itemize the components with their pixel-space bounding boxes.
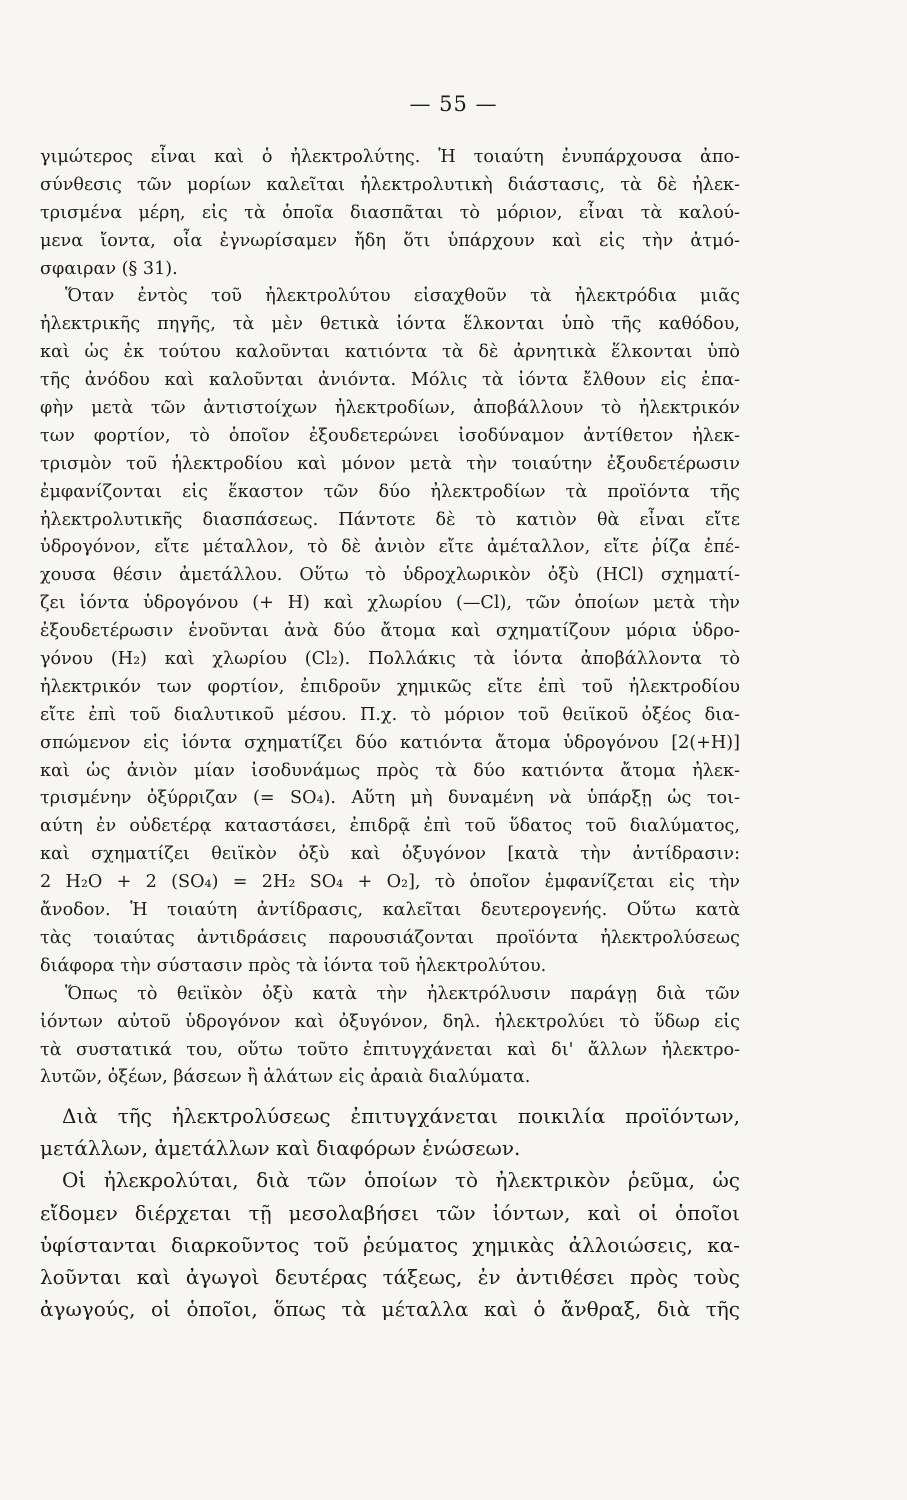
text-line: τὰς τοιαύτας ἀντιδράσεις παρουσιάζονται προϊόντα ἠλεκτρολύσεως	[40, 927, 740, 948]
page-number: — 55 —	[409, 92, 498, 116]
text-line: καὶ ὡς ἀνιὸν μίαν ἰσοδυνάμως πρὸς τὰ δύο κατιόντα ἄτομα ἠλεκ-	[40, 760, 740, 781]
text-line: τρισμένα μέρη, εἰς τὰ ὁποῖα διασπᾶται τὸ μόριον, εἶναι τὰ καλού-	[40, 202, 740, 223]
text-line: ὑδρογόνον, εἴτε μέταλλον, τὸ δὲ ἀνιὸν εἴτε ἀμέταλλον, εἴτε ῥίζα ἐπέ-	[40, 537, 740, 558]
text-line: σύνθεσις τῶν μορίων καλεῖται ἠλεκτρολυτικὴ διάστασις, τὰ δὲ ἠλεκ-	[40, 174, 740, 195]
text-line: ἠλεκτρικῆς πηγῆς, τὰ μὲν θετικὰ ἰόντα ἕλκονται ὑπὸ τῆς καθόδου,	[40, 314, 740, 335]
text-line: αύτη ἐν οὐδετέρᾳ καταστάσει, ἐπιδρᾷ ἐπὶ τοῦ ὕδατος τοῦ διαλύματος,	[40, 816, 740, 837]
text-line: τὰ συστατικά του, οὕτω τοῦτο ἐπιτυγχάνεται καὶ δι' ἄλλων ἠλεκτρο-	[40, 1039, 740, 1060]
text-line: Ὅπως τὸ θειϊκὸν ὀξὺ κατὰ τὴν ἠλεκτρόλυσιν παράγῃ διὰ τῶν	[65, 983, 740, 1004]
text-line: Διὰ τῆς ἠλεκτρολύσεως ἐπιτυγχάνεται ποικιλία προϊόντων,	[62, 1104, 740, 1128]
text-line: διάφορα τὴν σύστασιν πρὸς τὰ ἰόντα τοῦ ἠλεκτρολύτου.	[40, 955, 547, 976]
text-line: γόνου (H₂) καὶ χλωρίου (Cl₂). Πολλάκις τὰ ἰόντα ἀποβάλλοντα τὸ	[40, 649, 740, 670]
text-line: σπώμενον εἰς ἰόντα σχηματίζει δύο κατιόντα ἄτομα ὑδρογόνου [2(+H)]	[40, 732, 740, 753]
text-line: καὶ ὡς ἐκ τούτου καλοῦνται κατιόντα τὰ δὲ ἀρνητικὰ ἕλκονται ὑπὸ	[40, 342, 740, 363]
text-line: τῆς ἀνόδου καὶ καλοῦνται ἀνιόντα. Μόλις τὰ ἰόντα ἔλθουν εἰς ἐπα-	[40, 370, 740, 391]
text-line: ἄνοδον. Ἡ τοιαύτη ἀντίδρασις, καλεῖται δευτερογενής. Οὕτω κατὰ	[40, 900, 740, 921]
text-line: λυτῶν, ὀξέων, βάσεων ἢ ἁλάτων εἰς ἀραιὰ διαλύματα.	[40, 1067, 531, 1088]
text-line: ἀγωγούς, οἱ ὁποῖοι, ὅπως τὰ μέταλλα καὶ ὁ ἄνθραξ, διὰ τῆς	[40, 1297, 740, 1322]
text-line: ἠλεκτρολυτικῆς διασπάσεως. Πάντοτε δὲ τὸ κατιὸν θὰ εἶναι εἴτε	[40, 509, 740, 530]
text-line: Ὅταν ἐντὸς τοῦ ἠλεκτρολύτου εἰσαχθοῦν τὰ ἠλεκτρόδια μιᾶς	[65, 286, 740, 307]
text-line: χουσα θέσιν ἀμετάλλου. Οὕτω τὸ ὑδροχλωρικὸν ὀξὺ (HCl) σχηματί-	[40, 565, 740, 586]
text-line: ἐμφανίζονται εἰς ἕκαστον τῶν δύο ἠλεκτροδίων τὰ προϊόντα τῆς	[40, 481, 740, 502]
text-line: ὑφίστανται διαρκοῦντος τοῦ ῥεύματος χημικὰς ἀλλοιώσεις, κα-	[40, 1232, 740, 1257]
text-line: εἴδομεν διέρχεται τῇ μεσολαβήσει τῶν ἰόντων, καὶ οἱ ὁποῖοι	[40, 1200, 740, 1225]
text-line: τρισμένην ὀξύρριζαν (= SO₄). Αὕτη μὴ δυναμένη νὰ ὑπάρξῃ ὡς τοι-	[40, 788, 740, 809]
text-line: ἠλεκτρικόν των φορτίον, ἐπιδροῦν χημικῶς εἴτε ἐπὶ τοῦ ἠλεκτροδίου	[40, 676, 740, 697]
text-line: γιμώτερος εἶναι καὶ ὁ ἠλεκτρολύτης. Ἡ τοιαύτη ἐνυπάρχουσα ἀπο-	[40, 147, 740, 167]
text-line: ζει ἰόντα ὑδρογόνου (+ H) καὶ χλωρίου (—Cl), τῶν ὁποίων μετὰ τὴν	[40, 593, 740, 614]
text-line: σφαιραν (§ 31).	[40, 258, 178, 279]
text-line: των φορτίον, τὸ ὁποῖον ἐξουδετερώνει ἰσοδύναμον ἀντίθετον ἠλεκ-	[40, 425, 740, 446]
text-line: τρισμὸν τοῦ ἠλεκτροδίου καὶ μόνον μετὰ τὴν τοιαύτην ἐξουδετέρωσιν	[40, 453, 740, 474]
text-line: Οἱ ἠλεκρολύται, διὰ τῶν ὁποίων τὸ ἠλεκτρικὸν ῥεῦμα, ὡς	[62, 1168, 740, 1193]
text-line: μενα ἴοντα, οἷα ἐγνωρίσαμεν ἤδη ὅτι ὑπάρχουν καὶ εἰς τὴν ἀτμό-	[40, 230, 740, 251]
text-line: φὴν μετὰ τῶν ἀντιστοίχων ἠλεκτροδίων, ἀποβάλλουν τὸ ἠλεκτρικόν	[40, 398, 740, 419]
paragraph-block-large-type	[40, 1100, 740, 1325]
text-line: εἴτε ἐπὶ τοῦ διαλυτικοῦ μέσου. Π.χ. τὸ μόριον τοῦ θειϊκοῦ ὀξέος δια-	[40, 704, 740, 725]
paragraph-block-small-type	[40, 144, 740, 1092]
text-line: λοῦνται καὶ ἀγωγοὶ δευτέρας τάξεως, ἐν ἀντιθέσει πρὸς τοὺς	[40, 1264, 740, 1289]
text-line: καὶ σχηματίζει θειϊκὸν ὀξὺ καὶ ὀξυγόνον [κατὰ τὴν ἀντίδρασιν:	[40, 844, 740, 865]
text-line: μετάλλων, ἀμετάλλων καὶ διαφόρων ἑνώσεων.	[40, 1136, 521, 1161]
text-line: ἐξουδετέρωσιν ἑνοῦνται ἀνὰ δύο ἄτομα καὶ σχηματίζουν μόρια ὑδρο-	[40, 621, 740, 642]
text-line: ἰόντων αὐτοῦ ὑδρογόνον καὶ ὀξυγόνον, δηλ. ἠλεκτρολύει τὸ ὕδωρ εἰς	[40, 1011, 740, 1032]
text-line: 2 H₂O + 2 (SO₄) = 2H₂ SO₄ + O₂], τὸ ὁποῖον ἐμφανίζεται εἰς τὴν	[40, 872, 740, 893]
